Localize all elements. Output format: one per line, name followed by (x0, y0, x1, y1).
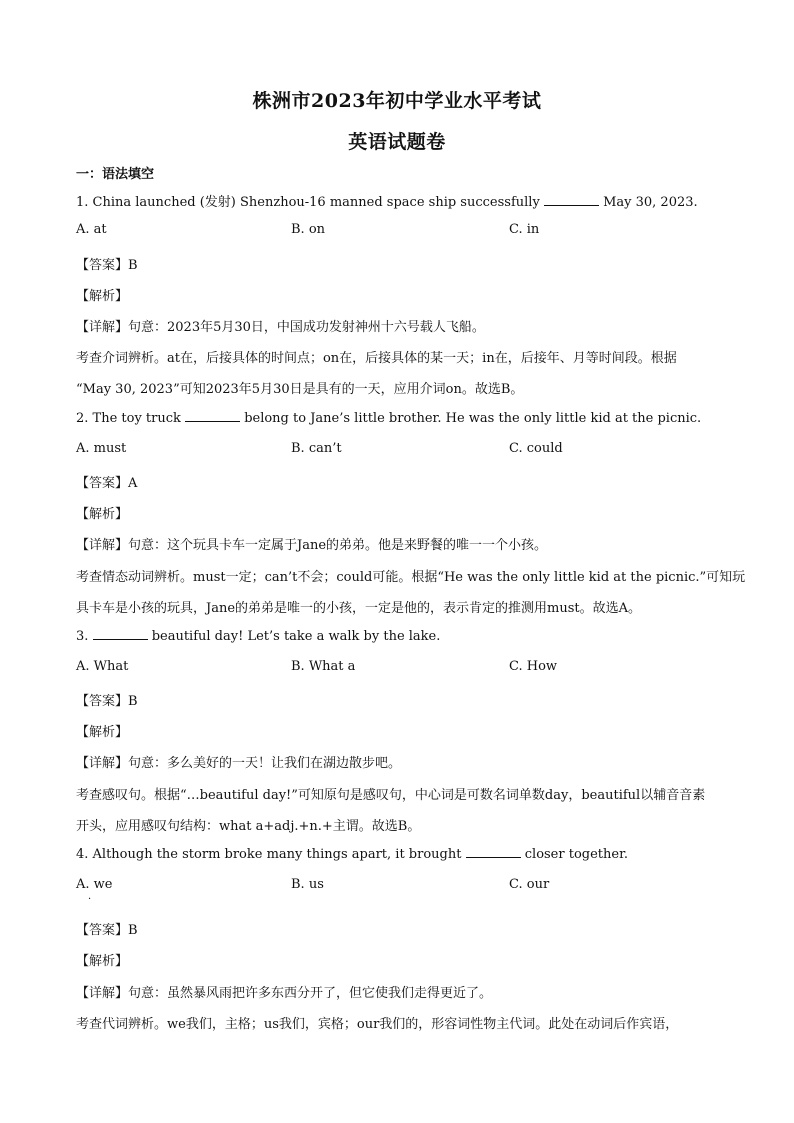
question-1-option-a: A. at (76, 222, 107, 237)
question-4-answer (76, 919, 138, 938)
question-2-option-c: C. could (509, 441, 563, 456)
question-2-option-b: B. can’t (291, 441, 342, 456)
page-title: 株洲市2023年初中学业水平考试 (252, 90, 542, 112)
detail-label: 【详解】 (76, 320, 129, 335)
answer-label: 【答案】 (76, 258, 129, 273)
question-1-option-c: C. in (509, 222, 540, 237)
question-2-explanation-line-2: 具卡车是小孩的玩具，Jane的弟弟是唯一的小孩，一定是他的，表示肯定的推测用must。故选A。 (76, 601, 642, 616)
page-subtitle: 英语试题卷 (348, 131, 446, 153)
question-3-option-a: A. What (76, 659, 129, 674)
detail-label: 【详解】 (76, 756, 129, 771)
question-1-analysis-label: 【解析】 (76, 289, 129, 304)
question-3-detail (76, 752, 401, 771)
question-3-answer (76, 690, 138, 709)
question-4-detail (76, 982, 492, 1001)
question-4-option-b: B. us (291, 877, 324, 892)
question-1-detail (76, 316, 485, 335)
question-4-analysis-label: 【解析】 (76, 954, 129, 969)
detail-text: 句意：多么美好的一天！让我们在湖边散步吧。 (128, 756, 402, 771)
question-3-explanation-line-2: 开头，应用感叹句结构：what a+adj.+n.+主谓。故选B。 (76, 819, 421, 834)
question-3-option-c: C. How (509, 659, 558, 674)
question-2-text-b: belong to Jane’s little brother. He was the only little kid at the picnic. (244, 411, 702, 426)
question-3-stem (76, 628, 440, 644)
detail-text: 句意：这个玩具卡车一定属于Jane的弟弟。他是来野餐的唯一一个小孩。 (128, 538, 548, 553)
answer-value: B (128, 258, 138, 273)
question-3-blank (93, 628, 148, 640)
question-1-option-b: B. on (291, 222, 326, 237)
question-2-stem (76, 410, 701, 426)
detail-text: 句意：2023年5月30日，中国成功发射神州十六号载人飞船。 (128, 320, 485, 335)
question-4-option-c: C. our (509, 877, 550, 892)
answer-label: 【答案】 (76, 476, 129, 491)
question-1-stem (76, 191, 698, 210)
question-2-option-a: A. must (76, 441, 127, 456)
question-2-blank (185, 410, 240, 422)
question-4-option-a: A. we (76, 877, 113, 892)
answer-value: A (128, 476, 138, 491)
answer-label: 【答案】 (76, 923, 129, 938)
section-heading: 一：语法填空 (76, 167, 155, 182)
question-3-option-b: B. What a (291, 659, 356, 674)
question-4-text-a: 4. Although the storm broke many things apart, it brought (76, 847, 462, 862)
answer-label: 【答案】 (76, 694, 129, 709)
question-1-blank (544, 194, 599, 206)
question-3-analysis-label: 【解析】 (76, 725, 129, 740)
question-2-analysis-label: 【解析】 (76, 507, 129, 522)
question-1-explanation-line-2: “May 30, 2023”可知2023年5月30日是具有的一天，应用介词on。故选B。 (76, 382, 524, 397)
question-4-explanation-line-1: 考查代词辨析。we我们，主格；us我们，宾格；our我们的，形容词性物主代词。此处在动词后作宾语， (76, 1017, 679, 1032)
question-1-answer (76, 254, 138, 273)
question-1-text-a: 1. China launched (发射) Shenzhou-16 manned space ship successfully (76, 195, 540, 210)
answer-value: B (128, 923, 138, 938)
question-2-text-a: 2. The toy truck (76, 411, 181, 426)
question-2-detail (76, 534, 547, 553)
question-1-text-b: May 30, 2023. (603, 195, 698, 210)
detail-label: 【详解】 (76, 538, 129, 553)
answer-value: B (128, 694, 138, 709)
detail-text: 句意：虽然暴风雨把许多东西分开了，但它使我们走得更近了。 (128, 986, 493, 1001)
question-1-explanation-line-1: 考查介词辨析。at在，后接具体的时间点；on在，后接具体的某一天；in在，后接年、月等时间段。根据 (76, 351, 677, 366)
detail-label: 【详解】 (76, 986, 129, 1001)
question-4-text-b: closer together. (524, 847, 629, 862)
question-2-explanation-line-1: 考查情态动词辨析。must一定；can’t不会；could可能。根据“He was the only little kid at the picnic.”可知玩 (76, 570, 746, 585)
question-3-explanation-line-1: 考查感叹句。根据“…beautiful day!”可知原句是感叹句，中心词是可数名词单数day，beautiful以辅音音素 (76, 788, 706, 803)
question-2-answer (76, 472, 137, 491)
question-3-text-a: 3. (76, 629, 89, 644)
question-4-stem (76, 846, 628, 862)
question-3-text-b: beautiful day! Let’s take a walk by the lake. (151, 629, 441, 644)
question-4-blank (466, 846, 521, 858)
stray-dot-mark: · (88, 894, 92, 905)
